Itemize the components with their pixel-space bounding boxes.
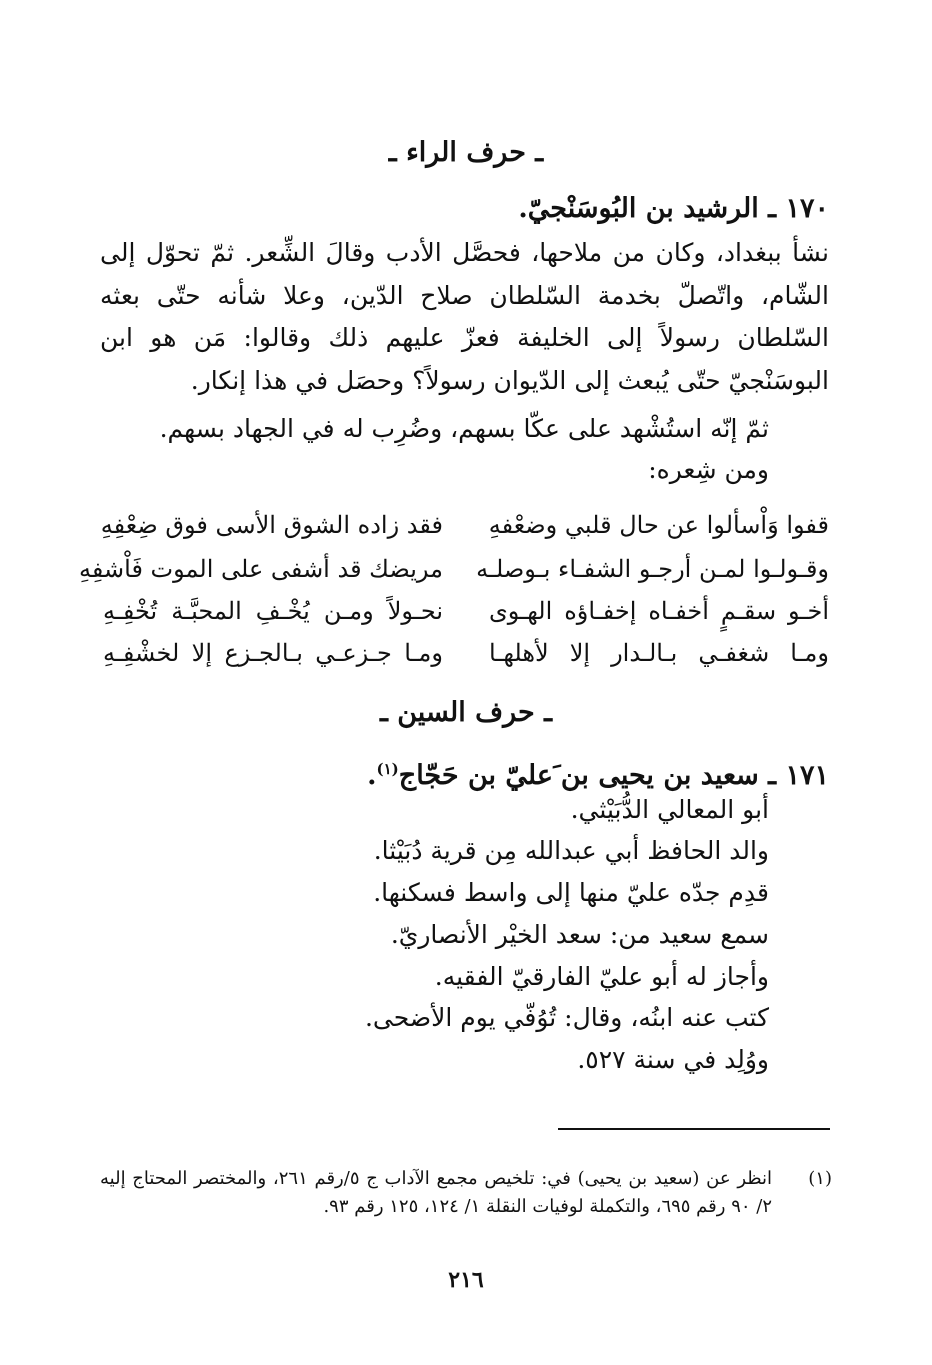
verse-second-hemistich: فقد زاده الشوق الأسى فوق ضِعْفِهِ — [100, 511, 443, 539]
entry-171-title-end: . — [367, 760, 377, 791]
section-heading-ra: ـ حرف الراء ـ — [388, 137, 544, 168]
entry-171-title — [100, 752, 829, 793]
verse-first-hemistich: وقـولـوا لمـن أرجـو الشفـاء بـوصلـه — [476, 555, 829, 583]
verse-first-hemistich: ومـا شغفـي بـالـدار إلا لأهلهـا — [489, 639, 829, 667]
verse-second-hemistich: مريضك قد أشفى على الموت فَاْشفِهِ — [79, 555, 443, 583]
verse-first-hemistich: قفوا وَاْسألوا عن حال قلبي وضعْفهِ — [488, 511, 829, 539]
footnote-text: انظر عن (سعيد بن يحيى) في: تلخيص مجمع الآداب ج ٥/رقم ٢٦١، والمختصر المحتاج إليه ٢/ ٩٠ رقم ٦٩٥، والتكملة لوفيات النقلة ١/ ١٢٤، ١٢٥ رقم ٩٣. — [100, 1168, 773, 1217]
verse-second-hemistich: نحـولاً ومـن يُخْـفِ المحبَّـة تُخْفِـهِ — [103, 597, 443, 625]
footnote-marker: (١) — [376, 760, 399, 778]
entry-170-martyrdom-line: ثمّ إنّه استُشْهد على عكّا بسهم، وضُرِب له في الجهاد بسهم. — [159, 414, 769, 443]
page-number: ٢١٦ — [448, 1267, 484, 1293]
entry-171-line: أبو المعالي الدُّبَيْثي. — [570, 795, 769, 824]
section-heading-sin: ـ حرف السين ـ — [379, 697, 553, 728]
entry-171-line: وأجاز له أبو عليّ الفارقيّ الفقيه. — [434, 962, 769, 991]
verse-line — [103, 591, 829, 631]
entry-170-paragraph: نشأ ببغداد، وكان من ملاحها، فحصَّل الأدب وقالَ الشِّعر. ثمّ تحوّل إلى الشّام، واتّصلّ بخدمة السّلطان صلاح الدّين، وعلا شأنه حتّى بعثه السّلطان رسولاً إلى الخليفة فعزّ عليهم ذلك وقالوا: مَن هو ابن البوسَنْجيّ حتّى يُبعث إلى الدّيوان رسولاً؟ وحصَل في هذا إنكار. — [100, 238, 829, 395]
footnote-number: (١) — [808, 1168, 832, 1189]
verse-second-hemistich: ومـا جـزعـي بـالجـزع إلا لخشْفِـهِ — [103, 639, 443, 667]
entry-171-title-text: ١٧١ ـ سعيد بن يحيى بن َعليّ بن حَجّاج — [398, 760, 829, 791]
footnote-divider — [558, 1128, 830, 1130]
verse-line — [79, 549, 829, 589]
entry-171-line: والد الحافظ أبي عبدالله مِن قرية دُبَيْثا. — [373, 836, 769, 865]
verse-line — [100, 505, 829, 545]
entry-171-line: سمع سعيد من: سعد الخيْر الأنصاريّ. — [390, 920, 769, 949]
entry-170-title: ١٧٠ ـ الرشيد بن البُوسَنْجيّ. — [518, 193, 829, 224]
entry-171-line: ووُلِد في سنة ٥٢٧. — [577, 1045, 769, 1074]
entry-171-line: قدِم جدّه عليّ منها إلى واسط فسكنها. — [373, 878, 769, 907]
entry-170-poetry-intro: ومن شِعره: — [648, 455, 769, 484]
entry-171-line: كتب عنه ابنُه، وقال: تُوُفّي يوم الأضحى. — [364, 1003, 769, 1032]
verse-first-hemistich: أخـو سقـمٍ أخفـاه إخفـاؤه الهـوى — [489, 597, 829, 625]
verse-line — [103, 633, 829, 673]
